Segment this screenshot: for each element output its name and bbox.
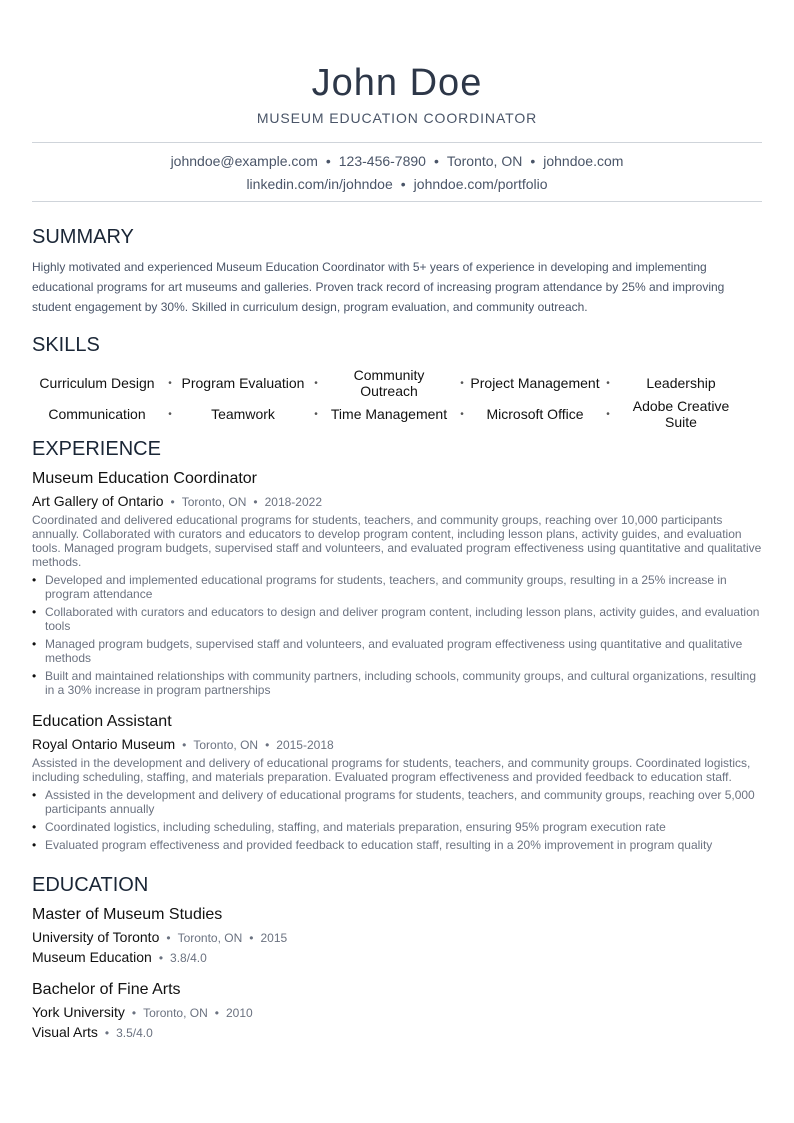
school-location: Toronto, ON	[143, 1006, 208, 1020]
job-meta	[32, 736, 334, 752]
separator-dot: •	[253, 495, 258, 509]
job-location: Toronto, ON	[181, 495, 247, 509]
separator-dot: •	[158, 951, 164, 965]
degree-title: Bachelor of Fine Arts	[32, 981, 181, 998]
skills-grid	[32, 366, 762, 428]
separator-dot: •	[168, 377, 172, 389]
degree-title: Master of Museum Studies	[32, 906, 223, 923]
job-dates: 2015-2018	[276, 738, 334, 752]
bullet-item: • Collaborated with curators and educators to design and deliver program content, including lesson plans, activity guides, and evaluation tools	[32, 605, 762, 633]
separator-dot: •	[170, 495, 175, 509]
job-description: Assisted in the development and delivery of educational programs for students, teachers, and community groups. Coordinated logistics, including scheduling, staffing, and materials preparation. Evaluated program effectiveness and provided feedback to education staff.	[32, 756, 751, 784]
graduation-year: 2015	[260, 931, 288, 945]
experience-heading: EXPERIENCE	[32, 438, 161, 460]
contact-website: johndoe.com	[543, 153, 624, 169]
contact-email: johndoe@example.com	[170, 153, 318, 169]
skill-item: Time Management	[330, 406, 448, 422]
separator-dot: •	[606, 377, 610, 389]
skill-item: Teamwork	[211, 406, 275, 422]
job-description: Coordinated and delivered educational programs for students, teachers, and community groups, reaching over 10,000 participants annually. Collaborated with curators and educators to develop program content, including lesson plans, activity guides, and evaluation tools. Managed program budgets, supervised staff and volunteers, and evaluated program effectiveness using quantitative and qualitative methods.	[32, 513, 762, 569]
separator-dot: •	[104, 1026, 110, 1040]
skill-item: Adobe Creative Suite	[632, 398, 730, 430]
field-of-study: Visual Arts	[32, 1024, 98, 1040]
separator-dot: •	[214, 1006, 219, 1020]
separator-dot: •	[249, 931, 254, 945]
summary-heading: SUMMARY	[32, 226, 134, 248]
skills-row	[32, 400, 762, 428]
job-title: Education Assistant	[32, 713, 172, 730]
separator-dot: •	[530, 153, 536, 169]
header-divider-top	[32, 142, 762, 143]
separator-dot: •	[460, 377, 464, 389]
contact-phone: 123-456-7890	[338, 153, 426, 169]
school-meta	[32, 1004, 253, 1020]
job-meta	[32, 493, 322, 509]
summary-text: Highly motivated and experienced Museum Education Coordinator with 5+ years of experience in developing and implementing educational programs for art museums and galleries. Proven track record of increasing program attendance by 25% and improving student engagement by 30%. Skilled in curriculum design, program evaluation, and community outreach.	[32, 260, 725, 314]
separator-dot: •	[433, 153, 439, 169]
job-bullets	[32, 573, 762, 701]
bullet-item: • Managed program budgets, supervised staff and volunteers, and evaluated program effectiveness using quantitative and qualitative methods	[32, 637, 762, 665]
employer-name: Royal Ontario Museum	[32, 736, 176, 752]
skill-item: Microsoft Office	[486, 406, 584, 422]
school-name: University of Toronto	[32, 929, 160, 945]
separator-dot: •	[131, 1006, 137, 1020]
skill-item: Project Management	[470, 375, 600, 391]
contact-line-1	[0, 153, 794, 169]
separator-dot: •	[325, 153, 331, 169]
contact-portfolio: johndoe.com/portfolio	[413, 176, 548, 192]
field-meta	[32, 949, 207, 965]
school-meta	[32, 929, 287, 945]
skill-item: Community Outreach	[353, 367, 425, 399]
contact-linkedin: linkedin.com/in/johndoe	[246, 176, 393, 192]
separator-dot: •	[314, 408, 318, 420]
job-title: Museum Education Coordinator	[32, 470, 258, 487]
separator-dot: •	[166, 931, 171, 945]
gpa: 3.5/4.0	[116, 1026, 153, 1040]
separator-dot: •	[314, 377, 318, 389]
gpa: 3.8/4.0	[170, 951, 207, 965]
bullet-item: • Built and maintained relationships with community partners, including schools, community groups, and cultural organizations, resulting in a 30% increase in program partnerships	[32, 669, 762, 697]
separator-dot: •	[400, 176, 406, 192]
field-meta	[32, 1024, 153, 1040]
bullet-item: • Assisted in the development and delivery of educational programs for students, teachers, and community groups, reaching over 5,000 participants annually	[32, 788, 762, 816]
separator-dot: •	[460, 408, 464, 420]
candidate-title: MUSEUM EDUCATION COORDINATOR	[256, 110, 538, 126]
separator-dot: •	[265, 738, 270, 752]
contact-location: Toronto, ON	[446, 153, 523, 169]
separator-dot: •	[606, 408, 610, 420]
education-heading: EDUCATION	[32, 874, 149, 896]
candidate-name: John Doe	[311, 62, 483, 104]
skill-item: Program Evaluation	[181, 375, 305, 391]
skills-row	[32, 366, 762, 400]
employer-name: Art Gallery of Ontario	[32, 493, 164, 509]
separator-dot: •	[182, 738, 187, 752]
skill-item: Leadership	[646, 375, 716, 391]
skill-item: Curriculum Design	[39, 375, 155, 391]
job-location: Toronto, ON	[193, 738, 259, 752]
school-location: Toronto, ON	[177, 931, 243, 945]
contact-line-2	[0, 176, 794, 192]
bullet-item: • Coordinated logistics, including scheduling, staffing, and materials preparation, ensuring 95% program execution rate	[32, 820, 762, 834]
bullet-item: • Developed and implemented educational programs for students, teachers, and community groups, resulting in a 25% increase in program attendance	[32, 573, 762, 601]
bullet-item: • Evaluated program effectiveness and provided feedback to education staff, resulting in a 20% improvement in program quality	[32, 838, 762, 852]
job-dates: 2018-2022	[264, 495, 322, 509]
skill-item: Communication	[48, 406, 146, 422]
header-divider-bottom	[32, 201, 762, 202]
skills-heading: SKILLS	[32, 334, 100, 356]
field-of-study: Museum Education	[32, 949, 152, 965]
graduation-year: 2010	[225, 1006, 253, 1020]
school-name: York University	[32, 1004, 125, 1020]
separator-dot: •	[168, 408, 172, 420]
job-bullets	[32, 788, 762, 856]
